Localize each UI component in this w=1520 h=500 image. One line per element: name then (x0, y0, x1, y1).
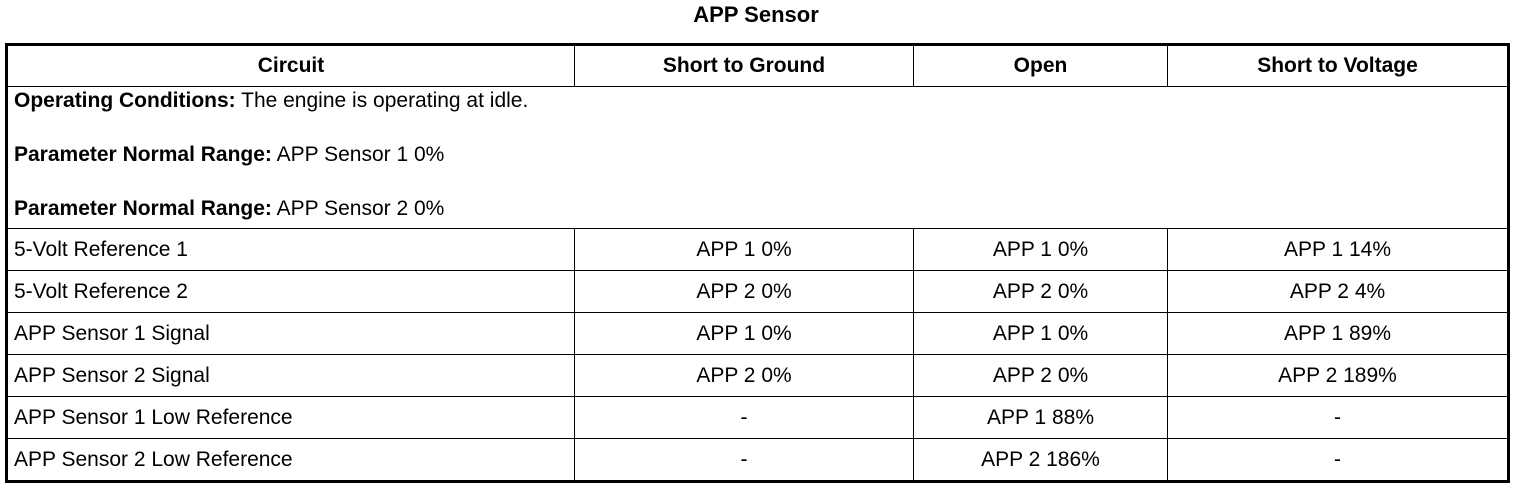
header-short-to-voltage: Short to Voltage (1168, 45, 1509, 87)
open-cell: APP 1 0% (914, 229, 1168, 271)
short-to-ground-cell: APP 1 0% (575, 313, 914, 355)
short-to-voltage-cell: - (1168, 439, 1509, 482)
page-title: APP Sensor (693, 2, 819, 27)
circuit-table (5, 43, 1510, 483)
normal-range-1 (14, 141, 1501, 169)
circuit-cell: APP Sensor 2 Signal (7, 355, 575, 397)
header-circuit: Circuit (7, 45, 575, 87)
table-row (7, 397, 1509, 439)
condition-label: Parameter Normal Range: (14, 197, 272, 220)
short-to-voltage-cell: - (1168, 397, 1509, 439)
short-to-ground-cell: APP 2 0% (575, 271, 914, 313)
circuit-cell: APP Sensor 1 Signal (7, 313, 575, 355)
table-header-row (7, 45, 1509, 87)
condition-text: The engine is operating at idle. (235, 89, 529, 112)
condition-text: APP Sensor 1 0% (271, 143, 445, 166)
condition-text: APP Sensor 2 0% (271, 197, 445, 220)
header-short-to-ground: Short to Ground (575, 45, 914, 87)
open-cell: APP 1 0% (914, 313, 1168, 355)
conditions-cell (7, 87, 1509, 229)
table-row (7, 355, 1509, 397)
short-to-voltage-cell: APP 2 4% (1168, 271, 1509, 313)
table-row (7, 271, 1509, 313)
normal-range-2 (14, 195, 1501, 223)
table-row (7, 439, 1509, 482)
table-row (7, 229, 1509, 271)
table-row (7, 313, 1509, 355)
conditions-row (7, 87, 1509, 229)
condition-label: Operating Conditions: (14, 89, 236, 112)
operating-conditions (14, 87, 1501, 115)
open-cell: APP 2 0% (914, 271, 1168, 313)
short-to-ground-cell: APP 1 0% (575, 229, 914, 271)
circuit-cell: 5-Volt Reference 1 (7, 229, 575, 271)
short-to-voltage-cell: APP 2 189% (1168, 355, 1509, 397)
short-to-voltage-cell: APP 1 89% (1168, 313, 1509, 355)
short-to-ground-cell: - (575, 439, 914, 482)
short-to-voltage-cell: APP 1 14% (1168, 229, 1509, 271)
header-open: Open (914, 45, 1168, 87)
open-cell: APP 1 88% (914, 397, 1168, 439)
open-cell: APP 2 186% (914, 439, 1168, 482)
circuit-cell: 5-Volt Reference 2 (7, 271, 575, 313)
circuit-cell: APP Sensor 1 Low Reference (7, 397, 575, 439)
short-to-ground-cell: APP 2 0% (575, 355, 914, 397)
condition-label: Parameter Normal Range: (14, 143, 272, 166)
open-cell: APP 2 0% (914, 355, 1168, 397)
short-to-ground-cell: - (575, 397, 914, 439)
circuit-cell: APP Sensor 2 Low Reference (7, 439, 575, 482)
